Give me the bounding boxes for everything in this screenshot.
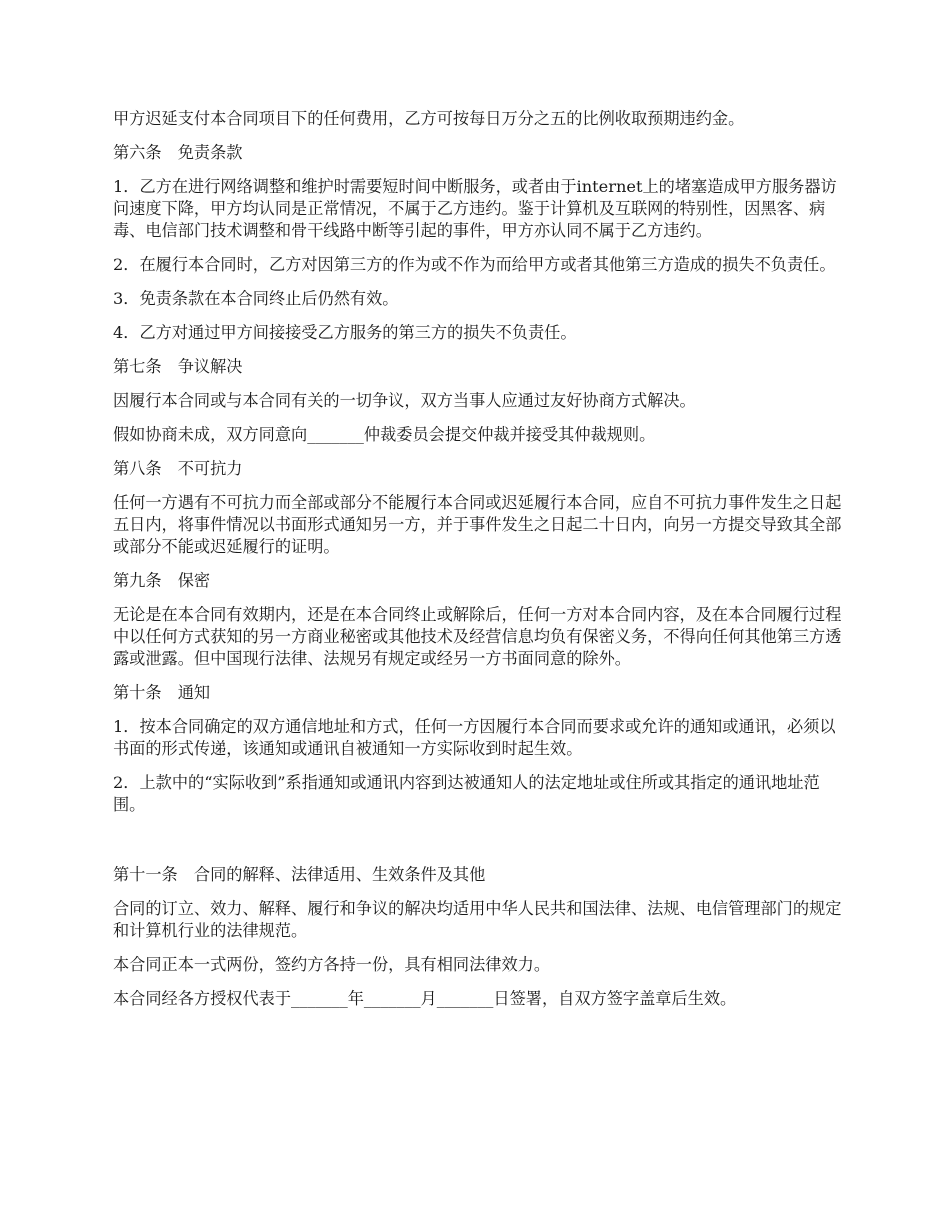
- article-11-item-2: 本合同正本一式两份，签约方各持一份，具有相同法律效力。: [113, 955, 551, 974]
- article-9-item-1: 无论是在本合同有效期内，还是在本合同终止或解除后，任何一方对本合同内容，及在本合同履行过程中以任何方式获知的另一方商业秘密或其他技术及经营信息均负有保密义务，不得向任何其他第三方透露或泄露。但中国现行法律、法规另有规定或经另一方书面同意的除外。: [113, 605, 842, 668]
- article-6-item-4: 4．乙方对通过甲方间接接受乙方服务的第三方的损失不负责任。: [113, 323, 577, 342]
- article-7-item-2: 假如协商未成，双方同意向_______仲裁委员会提交仲裁并接受其仲裁规则。: [113, 425, 656, 444]
- contract-page: [113, 108, 843, 1022]
- article-11-heading: 第十一条 合同的解释、法律适用、生效条件及其他: [113, 865, 486, 884]
- article-11-item-3: 本合同经各方授权代表于_______年_______月_______日签署，自双方签字盖章后生效。: [113, 989, 737, 1008]
- article-9-heading: 第九条 保密: [113, 571, 211, 590]
- article-11-item-1: 合同的订立、效力、解释、履行和争议的解决均适用中华人民共和国法律、法规、电信管理部门的规定和计算机行业的法律规范。: [113, 899, 842, 940]
- article-6-item-2: 2．在履行本合同时，乙方对因第三方的作为或不作为而给甲方或者其他第三方造成的损失不负责任。: [113, 255, 836, 274]
- article-6-item-3: 3．免责条款在本合同终止后仍然有效。: [113, 289, 399, 308]
- article-6-heading: 第六条 免责条款: [113, 143, 243, 162]
- paragraph-late-payment: 甲方迟延支付本合同项目下的任何费用，乙方可按每日万分之五的比例收取预期违约金。: [113, 109, 745, 128]
- article-6-item-1: 1．乙方在进行网络调整和维护时需要短时间中断服务，或者由于internet上的堵塞造成甲方服务器访问速度下降，甲方均认同是正常情况，不属于乙方违约。鉴于计算机及互联网的特别性，因黑客、病毒、电信部门技术调整和骨干线路中断等引起的事件，甲方亦认同不属于乙方违约。: [113, 177, 837, 240]
- section-spacer: [113, 828, 843, 864]
- article-7-item-1: 因履行本合同或与本合同有关的一切争议，双方当事人应通过友好协商方式解决。: [113, 391, 696, 410]
- article-8-heading: 第八条 不可抗力: [113, 459, 243, 478]
- article-10-heading: 第十条 通知: [113, 683, 211, 702]
- article-7-heading: 第七条 争议解决: [113, 357, 243, 376]
- article-8-item-1: 任何一方遇有不可抗力而全部或部分不能履行本合同或迟延履行本合同，应自不可抗力事件发生之日起五日内，将事件情况以书面形式通知另一方，并于事件发生之日起二十日内，向另一方提交导致其全部或部分不能或迟延履行的证明。: [113, 493, 842, 556]
- article-10-item-2: 2．上款中的“实际收到”系指通知或通讯内容到达被通知人的法定地址或住所或其指定的通讯地址范围。: [113, 773, 820, 814]
- article-10-item-1: 1．按本合同确定的双方通信地址和方式，任何一方因履行本合同而要求或允许的通知或通讯，必须以书面的形式传递，该通知或通讯自被通知一方实际收到时起生效。: [113, 717, 836, 758]
